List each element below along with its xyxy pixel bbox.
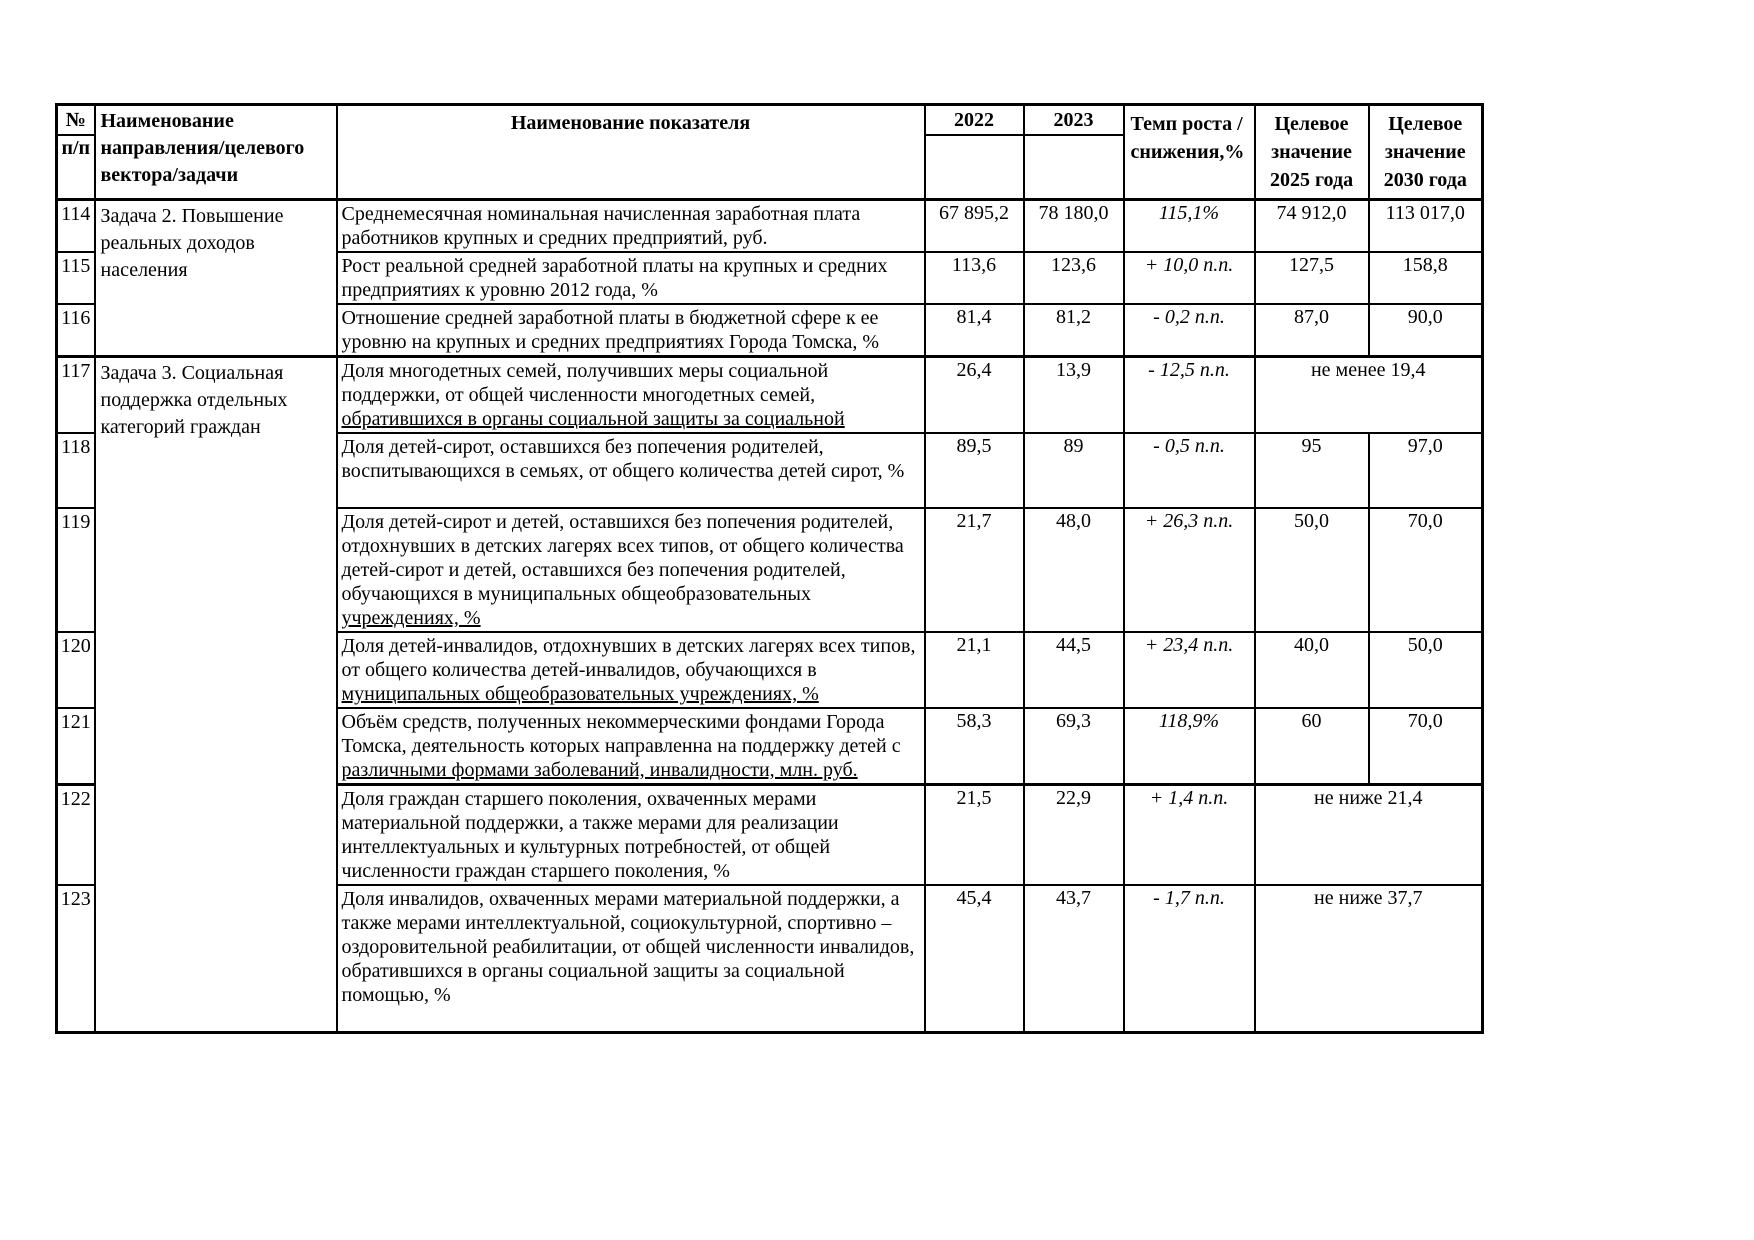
num-cell <box>57 632 95 708</box>
indicator-cell <box>337 885 925 1032</box>
rate-cell <box>1124 632 1255 708</box>
num-cell <box>57 785 95 886</box>
rate-value: - 1,7 п.п. <box>1153 887 1225 909</box>
value-2023-cell <box>1024 357 1124 434</box>
target-2030-cell <box>1369 200 1483 253</box>
indicator-cell <box>337 785 925 886</box>
year-2023-subcell <box>1025 136 1123 160</box>
value-2023: 44,5 <box>1056 634 1091 656</box>
target-2025-cell <box>1255 433 1369 508</box>
row-number: 117 <box>61 360 91 382</box>
col-header-2023 <box>1024 105 1124 200</box>
target-merged-cell <box>1255 885 1483 1032</box>
value-2023-cell <box>1024 708 1124 785</box>
row-number: 118 <box>61 436 91 458</box>
row-number: 114 <box>61 203 91 225</box>
indicator-text-clipped: обратившихся в органы социальной защиты за социальной <box>341 408 845 430</box>
target-2030-value: 90,0 <box>1407 306 1443 328</box>
row-number: 120 <box>60 635 91 657</box>
value-2023: 89 <box>1063 435 1084 457</box>
value-2022: 113,6 <box>951 254 997 276</box>
indicator-cell <box>337 708 925 785</box>
value-2022: 45,4 <box>956 887 992 909</box>
indicator-text: Отношение средней заработной платы в бюджетной сфере к ее уровню на крупных и средних предприятиях Города Томска, % <box>341 307 880 353</box>
value-2023-cell <box>1024 508 1124 632</box>
value-2022-cell <box>925 304 1024 357</box>
row-number: 121 <box>60 711 91 733</box>
year-2022-label: 2022 <box>926 106 1023 136</box>
value-2023-cell <box>1024 252 1124 304</box>
indicator-cell <box>337 357 925 434</box>
indicator-text: Доля граждан старшего поколения, охваченных мерами материальной поддержки, а также мерами для реализации интеллектуальных и культурных потребностей, от общей численности граждан старшего поколения, % <box>341 788 839 882</box>
value-2022: 67 895,2 <box>939 202 1009 224</box>
rate-value: 118,9% <box>1158 710 1220 732</box>
col-header-target-2030 <box>1369 105 1483 200</box>
row-number: 116 <box>61 307 91 329</box>
target-2025-value: 40,0 <box>1294 634 1329 656</box>
num-cell <box>57 357 95 434</box>
value-2022-cell <box>925 433 1024 508</box>
rate-value: + 23,4 п.п. <box>1144 634 1234 656</box>
value-2023: 123,6 <box>1051 254 1096 276</box>
indicator-text: Доля детей-сирот, оставшихся без попечения родителей, воспитывающихся в семьях, от общего количества детей сирот, % <box>341 436 905 482</box>
num-cell <box>57 304 95 357</box>
target-2030-value: 70,0 <box>1407 510 1443 532</box>
value-2023: 81,2 <box>1056 306 1091 328</box>
rate-cell <box>1124 252 1255 304</box>
value-2022-cell <box>925 885 1024 1032</box>
target-2025-cell <box>1255 708 1369 785</box>
target-2030-cell <box>1369 708 1483 785</box>
value-2023: 13,9 <box>1056 359 1091 381</box>
value-2023-cell <box>1024 785 1124 886</box>
indicator-text: Рост реальной средней заработной платы на крупных и средних предприятиях к уровню 2012 года, % <box>341 255 888 301</box>
value-2022: 81,4 <box>956 306 992 328</box>
num-header-bottom: п/п <box>61 137 91 159</box>
target-2025-cell <box>1255 632 1369 708</box>
rate-cell <box>1124 885 1255 1032</box>
indicator-text: Среднемесячная номинальная начисленная заработная плата работников крупных и средних предприятий, руб. <box>341 203 861 249</box>
target-2025-cell <box>1255 508 1369 632</box>
target-2025-cell <box>1255 252 1369 304</box>
rate-value: + 10,0 п.п. <box>1144 254 1234 276</box>
target-merged-value: не менее 19,4 <box>1310 359 1426 381</box>
indicator-text: Доля детей-инвалидов, отдохнувших в детских лагерях всех типов, от общего количества детей-инвалидов, обучающихся в <box>341 635 916 681</box>
rate-cell <box>1124 708 1255 785</box>
value-2022: 89,5 <box>956 435 992 457</box>
indicator-text-clipped: учреждениях, % <box>341 607 481 629</box>
indicator-text: Объём средств, полученных некоммерческими фондами Города Томска, деятельность которых направленна на поддержку детей с <box>341 711 901 757</box>
target-2025-value: 60 <box>1301 710 1322 732</box>
rate-cell <box>1124 785 1255 886</box>
indicator-text: Доля детей-сирот и детей, оставшихся без попечения родителей, отдохнувших в детских лагерях всех типов, от общего количества детей-сирот и детей, оставшихся без попечения родителей, обучающихся в муниципальных общеобразовательных <box>341 511 904 605</box>
col-header-rate <box>1124 105 1255 200</box>
indicator-text-clipped: муниципальных общеобразовательных учреждениях, % <box>341 683 819 705</box>
target-2030-value: 70,0 <box>1407 710 1443 732</box>
value-2023-cell <box>1024 200 1124 253</box>
target-2030-value: 158,8 <box>1402 254 1448 276</box>
direction-label: Задача 3. Социальная поддержка отдельных категорий граждан <box>100 362 288 438</box>
target-2025-value: 127,5 <box>1289 254 1334 276</box>
table-row <box>57 200 1483 253</box>
value-2022-cell <box>925 200 1024 253</box>
direction-cell-task2 <box>95 200 337 357</box>
col-header-target-2025 <box>1255 105 1369 200</box>
rate-value: - 0,2 п.п. <box>1153 306 1225 328</box>
num-cell <box>57 708 95 785</box>
row-number: 115 <box>61 255 91 277</box>
value-2023: 22,9 <box>1056 787 1091 809</box>
target-2030-cell <box>1369 632 1483 708</box>
value-2022-cell <box>925 632 1024 708</box>
value-2022: 26,4 <box>956 359 992 381</box>
indicators-table <box>55 103 1484 1034</box>
num-cell <box>57 508 95 632</box>
row-number: 119 <box>61 511 91 533</box>
value-2023: 78 180,0 <box>1038 202 1109 224</box>
year-2022-subcell <box>926 136 1023 160</box>
rate-value: + 1,4 п.п. <box>1149 787 1229 809</box>
num-cell <box>57 200 95 253</box>
num-cell <box>57 252 95 304</box>
target-2030-header-label: Целевое значение 2030 года <box>1383 113 1467 191</box>
col-header-2022 <box>925 105 1024 200</box>
target-2025-value: 50,0 <box>1294 510 1329 532</box>
value-2022: 21,1 <box>956 634 992 656</box>
target-2030-value: 97,0 <box>1407 435 1443 457</box>
target-merged-value: не ниже 21,4 <box>1314 787 1423 809</box>
direction-header-label: Наименование направления/целевого вектора/задачи <box>100 110 305 186</box>
value-2022: 21,5 <box>956 787 992 809</box>
rate-value: - 12,5 п.п. <box>1148 359 1230 381</box>
rate-header-label: Темп роста / снижения,% <box>1130 113 1245 163</box>
col-header-indicator <box>337 105 925 200</box>
target-2025-header-label: Целевое значение 2025 года <box>1269 113 1354 191</box>
target-2030-value: 113 017,0 <box>1385 202 1465 224</box>
value-2023-cell <box>1024 304 1124 357</box>
indicator-text: Доля инвалидов, охваченных мерами материальной поддержки, а также мерами интеллектуальной, социокультурной, спортивно – оздоровительной реабилитации, от общей численности инвалидов, обратившихся в органы социальной защиты за социальной помощью, % <box>341 888 915 1006</box>
rate-value: - 0,5 п.п. <box>1153 435 1225 457</box>
indicator-cell <box>337 632 925 708</box>
rate-cell <box>1124 200 1255 253</box>
value-2022-cell <box>925 357 1024 434</box>
indicator-cell <box>337 252 925 304</box>
value-2023: 48,0 <box>1056 510 1091 532</box>
value-2023-cell <box>1024 632 1124 708</box>
value-2022-cell <box>925 785 1024 886</box>
target-merged-cell <box>1255 785 1483 886</box>
target-2030-cell <box>1369 252 1483 304</box>
row-number: 123 <box>60 888 91 910</box>
value-2022-cell <box>925 508 1024 632</box>
value-2023-cell <box>1024 433 1124 508</box>
rate-value: 115,1% <box>1158 202 1220 224</box>
rate-cell <box>1124 508 1255 632</box>
target-2025-value: 87,0 <box>1294 306 1329 328</box>
rate-value: + 26,3 п.п. <box>1144 510 1234 532</box>
indicator-cell <box>337 508 925 632</box>
target-2025-cell <box>1255 200 1369 253</box>
num-cell <box>57 433 95 508</box>
value-2022: 58,3 <box>956 710 992 732</box>
col-header-num <box>57 105 95 200</box>
target-2030-value: 50,0 <box>1407 634 1443 656</box>
num-cell <box>57 885 95 1032</box>
value-2022-cell <box>925 252 1024 304</box>
col-header-direction <box>95 105 337 200</box>
table-row <box>57 357 1483 434</box>
value-2022: 21,7 <box>956 510 992 532</box>
header-row <box>57 105 1483 200</box>
indicator-text: Доля многодетных семей, получивших меры социальной поддержки, от общей численности многодетных семей, <box>341 360 829 406</box>
indicator-text-clipped: различными формами заболеваний, инвалидности, млн. руб. <box>341 759 858 781</box>
indicator-cell <box>337 304 925 357</box>
target-2030-cell <box>1369 508 1483 632</box>
target-2025-value: 74 912,0 <box>1276 202 1347 224</box>
indicator-cell <box>337 200 925 253</box>
target-2030-cell <box>1369 304 1483 357</box>
target-merged-cell <box>1255 357 1483 434</box>
indicator-cell <box>337 433 925 508</box>
row-number: 122 <box>60 788 91 810</box>
rate-cell <box>1124 357 1255 434</box>
rate-cell <box>1124 433 1255 508</box>
target-merged-value: не ниже 37,7 <box>1314 887 1423 909</box>
target-2030-cell <box>1369 433 1483 508</box>
year-2023-label: 2023 <box>1025 106 1123 136</box>
value-2023: 43,7 <box>1056 887 1091 909</box>
target-2025-cell <box>1255 304 1369 357</box>
num-header-top: № <box>58 106 94 136</box>
value-2023-cell <box>1024 885 1124 1032</box>
indicator-header-label: Наименование показателя <box>510 112 751 134</box>
rate-cell <box>1124 304 1255 357</box>
direction-cell-task3 <box>95 357 337 1033</box>
direction-label: Задача 2. Повышение реальных доходов населения <box>100 205 284 281</box>
value-2022-cell <box>925 708 1024 785</box>
value-2023: 69,3 <box>1056 710 1091 732</box>
target-2025-value: 95 <box>1301 435 1322 457</box>
